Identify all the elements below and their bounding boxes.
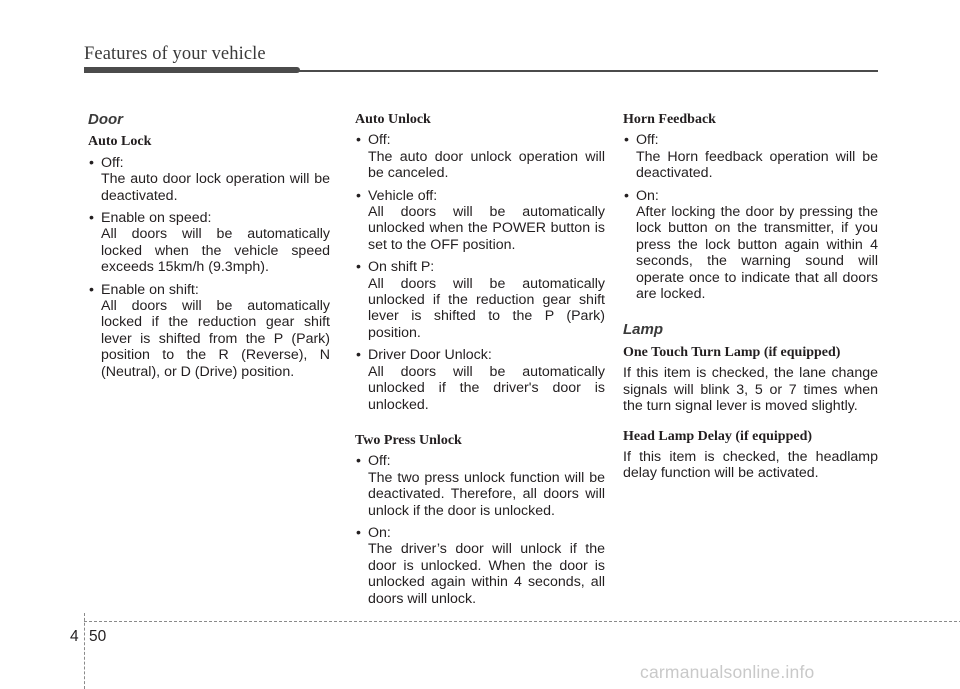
list-item: • Off: The Horn feedback operation will be deactivated.: [624, 132, 878, 182]
list-item: • Enable on speed: All doors will be automatically locked when the vehicle speed exceeds 15km/h (9.3mph).: [89, 210, 330, 276]
item-desc: All doors will be automatically unlocked if the driver's door is unlocked.: [368, 363, 605, 413]
section-title-door: Door: [88, 111, 123, 128]
item-label: On:: [368, 524, 391, 541]
column-2: [355, 112, 605, 613]
item-label: Off:: [368, 453, 391, 470]
item-label: On:: [636, 187, 659, 204]
item-desc: The two press unlock function will be deactivated. Therefore, all doors will unlock if the door is unlocked.: [368, 469, 605, 519]
item-desc: All doors will be automatically unlocked when the POWER button is set to the OFF position.: [368, 204, 605, 253]
item-label: Enable on speed:: [101, 210, 212, 227]
subhead-auto-unlock: Auto Unlock: [355, 112, 431, 127]
item-desc: The driver’s door will unlock if the door is unlocked. When the door is unlocked again within 4 seconds, all doors will unlock.: [368, 541, 605, 607]
subhead-two-press-unlock: Two Press Unlock: [355, 432, 462, 448]
item-desc: The auto door lock operation will be deactivated.: [101, 171, 330, 204]
item-desc: The auto door unlock operation will be canceled.: [368, 148, 605, 182]
item-label: Enable on shift:: [101, 281, 199, 298]
item-label: On shift P:: [368, 259, 435, 276]
header-bar-thick: [84, 67, 300, 73]
page-number: 50: [89, 628, 107, 645]
subhead-head-lamp-delay: Head Lamp Delay (if equipped): [623, 428, 813, 444]
item-label: Off:: [636, 132, 659, 149]
list-item: • On: After locking the door by pressing the lock button on the transmitter, if you press the lock button again within 4 seconds, the warning sound will operate once to indicate that all doors are locked.: [624, 187, 878, 303]
item-desc: All doors will be automatically locked when the vehicle speed exceeds 15km/h (9.3mph).: [101, 226, 330, 276]
section-title-lamp: Lamp: [623, 321, 664, 339]
subhead-horn-feedback: Horn Feedback: [623, 112, 716, 127]
item-label: Vehicle off:: [368, 187, 438, 204]
list-item: • On: The driver’s door will unlock if the door is unlocked. When the door is unlocked again within 4 seconds, all doors will unlock.: [356, 524, 605, 607]
paragraph: If this item is checked, the headlamp delay function will be activated.: [623, 448, 878, 482]
list-item: • Vehicle off: All doors will be automatically unlocked when the POWER button is set to the OFF position.: [356, 187, 605, 253]
footer-vertical-divider: [84, 613, 85, 689]
list-item: • Off: The two press unlock function will be deactivated. Therefore, all doors will unlock if the door is unlocked.: [356, 453, 605, 519]
list-item: • On shift P: All doors will be automatically unlocked if the reduction gear shift lever is shifted to the P (Park) position.: [356, 259, 605, 341]
list-item: • Driver Door Unlock: All doors will be automatically unlocked if the driver's door is unlocked.: [356, 347, 605, 413]
column-1: [88, 112, 330, 386]
page-header-title: Features of your vehicle: [84, 44, 266, 64]
item-desc: All doors will be automatically unlocked if the reduction gear shift lever is shifted to the P (Park) position.: [368, 275, 605, 341]
item-label: Off:: [101, 154, 124, 171]
subhead-one-touch-turn-lamp: One Touch Turn Lamp (if equipped): [623, 344, 841, 360]
footer-divider: [84, 621, 960, 622]
list-item: • Enable on shift: All doors will be automatically locked if the reduction gear shift lever is shifted from the P (Park) position to the R (Reverse), N (Neutral), or D (Drive) position.: [89, 281, 330, 380]
item-label: Driver Door Unlock:: [368, 347, 492, 364]
paragraph: If this item is checked, the lane change signals will blink 3, 5 or 7 times when the turn signal lever is moved slightly.: [623, 365, 878, 415]
header-bar-thin: [296, 70, 878, 72]
subhead-auto-lock: Auto Lock: [88, 134, 152, 150]
item-desc: All doors will be automatically locked if the reduction gear shift lever is shifted from the P (Park) position to the R (Reverse), N (Neutral), or D (Drive) position.: [101, 298, 330, 380]
list-item: • Off: The auto door unlock operation will be canceled.: [356, 132, 605, 182]
item-desc: After locking the door by pressing the lock button on the transmitter, if you press the lock button again within 4 seconds, the warning sound will operate once to indicate that all doors are locked.: [636, 204, 878, 303]
chapter-number: 4: [70, 628, 79, 645]
item-desc: The Horn feedback operation will be deactivated.: [636, 148, 878, 182]
watermark: carmanualsonline.info: [640, 662, 815, 682]
list-item: • Off: The auto door lock operation will be deactivated.: [89, 154, 330, 204]
item-label: Off:: [368, 132, 391, 149]
column-3: [623, 112, 878, 496]
